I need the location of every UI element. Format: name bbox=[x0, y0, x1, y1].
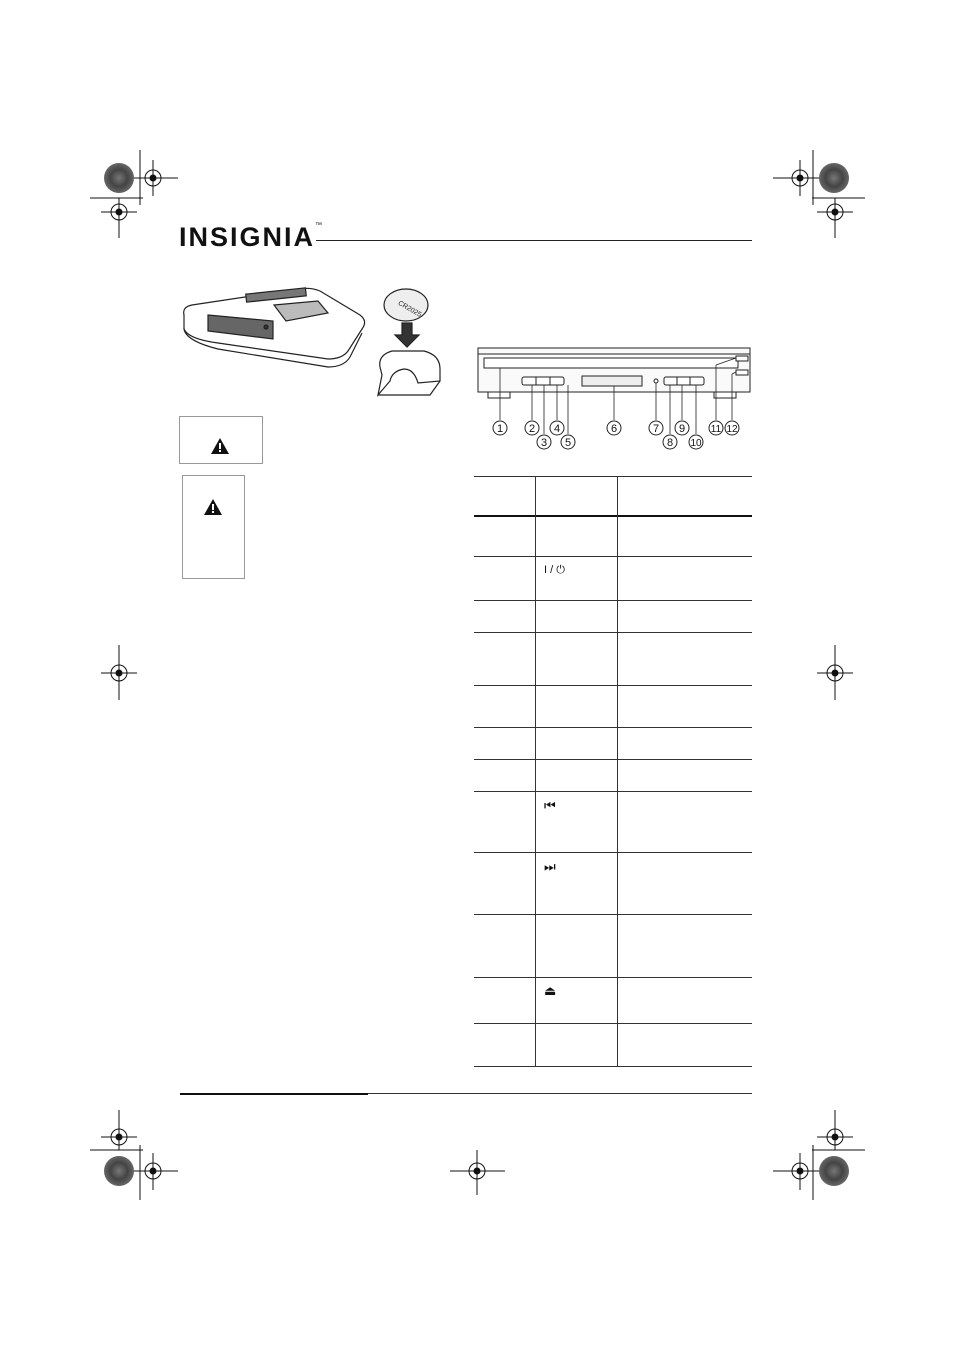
svg-text:9: 9 bbox=[678, 423, 686, 435]
table-bottom-rule bbox=[474, 1066, 752, 1067]
callout-11 bbox=[709, 421, 723, 435]
svg-text:12: 12 bbox=[726, 424, 738, 435]
table-row bbox=[474, 914, 752, 915]
svg-text:4: 4 bbox=[553, 423, 561, 435]
warning-box bbox=[182, 475, 245, 579]
table-header-top-rule bbox=[474, 476, 752, 477]
table-row bbox=[474, 791, 752, 792]
header-rule bbox=[316, 240, 752, 241]
callout-6 bbox=[607, 421, 621, 435]
callout-1 bbox=[493, 421, 507, 435]
callout-3 bbox=[537, 435, 551, 449]
svg-text:2: 2 bbox=[528, 423, 536, 435]
table-row bbox=[474, 977, 752, 978]
callout-4 bbox=[550, 421, 564, 435]
table-row bbox=[474, 600, 752, 601]
color-registration-mark bbox=[104, 163, 134, 193]
remote-battery-figure bbox=[178, 285, 446, 400]
table-row bbox=[474, 852, 752, 853]
svg-text:3: 3 bbox=[540, 437, 548, 449]
callout-12 bbox=[725, 421, 739, 435]
footer-rule-accent bbox=[180, 1093, 368, 1095]
color-registration-mark bbox=[819, 1156, 849, 1186]
skip-forward-icon: ⏭ bbox=[544, 859, 556, 874]
warning-triangle-icon bbox=[210, 437, 230, 455]
table-row bbox=[474, 556, 752, 557]
svg-text:11: 11 bbox=[710, 424, 722, 435]
table-header-bottom-rule bbox=[474, 515, 752, 517]
eject-icon: ⏏ bbox=[544, 983, 557, 998]
svg-text:5: 5 bbox=[564, 437, 572, 449]
warning-triangle-icon bbox=[203, 498, 223, 516]
svg-text:6: 6 bbox=[610, 423, 618, 435]
table-row bbox=[474, 1023, 752, 1024]
svg-text:10: 10 bbox=[690, 438, 702, 449]
table-row bbox=[474, 685, 752, 686]
front-panel-controls-table bbox=[474, 476, 752, 1068]
caution-box bbox=[179, 416, 263, 464]
table-column-divider bbox=[617, 476, 618, 1067]
callout-2 bbox=[525, 421, 539, 435]
svg-text:1: 1 bbox=[496, 423, 504, 435]
callout-8 bbox=[663, 435, 677, 449]
front-panel-figure bbox=[474, 344, 756, 456]
skip-back-icon: ⏮ bbox=[544, 798, 556, 813]
table-row bbox=[474, 759, 752, 760]
callout-9 bbox=[675, 421, 689, 435]
svg-text:8: 8 bbox=[666, 437, 674, 449]
power-icon: I / ⏻ bbox=[544, 564, 565, 576]
svg-text:7: 7 bbox=[652, 423, 660, 435]
table-row bbox=[474, 727, 752, 728]
callout-5 bbox=[561, 435, 575, 449]
color-registration-mark bbox=[104, 1156, 134, 1186]
table-column-divider bbox=[535, 476, 536, 1067]
callout-7 bbox=[649, 421, 663, 435]
battery-label: CR2025 bbox=[396, 299, 423, 319]
color-registration-mark bbox=[819, 163, 849, 193]
brand-logo: INSIGNIA™ bbox=[179, 222, 323, 252]
callout-10 bbox=[689, 435, 703, 449]
table-row bbox=[474, 632, 752, 633]
